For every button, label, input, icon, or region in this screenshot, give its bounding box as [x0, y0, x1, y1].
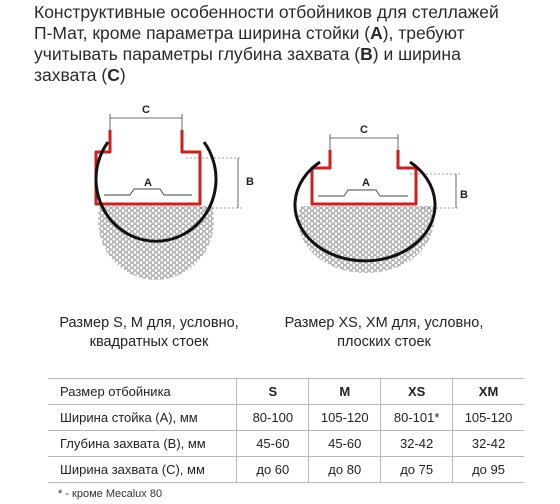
dim-b-label-right: B	[460, 189, 468, 201]
caption-left: Размер S, M для, условно, квадратных стоек	[59, 315, 239, 350]
table-cell: 105-120	[453, 405, 524, 431]
table-cell: 45-60	[237, 431, 309, 457]
table-cell: Ширина захвата (С), мм	[48, 457, 237, 483]
dim-c-label-left: C	[142, 104, 150, 116]
table-cell: до 80	[309, 457, 381, 483]
dim-b-label-left: B	[246, 176, 254, 188]
dim-a-line-right	[318, 190, 408, 196]
table-cell: 32-42	[381, 431, 453, 457]
dim-a-label-left: A	[144, 177, 152, 189]
table-header-cell: M	[309, 379, 381, 405]
diagram-square-posts	[80, 104, 254, 296]
dim-a-label-right: A	[362, 177, 370, 189]
table-header-cell: XM	[453, 379, 524, 405]
post-profile-left	[96, 130, 200, 204]
diagram-flat-posts	[290, 124, 468, 286]
hex-filling-right	[290, 206, 450, 286]
table-cell: Глубина захвата (В), мм	[48, 431, 237, 457]
table-cell: до 60	[237, 457, 309, 483]
dim-a-line-left	[104, 189, 192, 195]
table-cell: 80-101*	[381, 405, 453, 431]
table-cell: 105-120	[309, 405, 381, 431]
spec-table	[48, 378, 524, 483]
table-row	[48, 431, 524, 457]
header-line-4: захвата (C)	[34, 65, 126, 85]
table-cell: до 75	[381, 457, 453, 483]
table-header-row	[48, 379, 524, 405]
table-cell: 80-100	[237, 405, 309, 431]
table-header-cell: S	[237, 379, 309, 405]
header-line-3: учитывать параметры глубина захвата (B) и ширина	[34, 44, 461, 64]
table-row	[48, 457, 524, 483]
footnote: * - кроме Mecalux 80	[58, 488, 163, 500]
table-cell: 45-60	[309, 431, 381, 457]
header-line-1: Конструктивные особенности отбойников для стеллажей	[34, 2, 499, 22]
table-header-cell: XS	[381, 379, 453, 405]
table-header-cell: Размер отбойника	[48, 379, 237, 405]
table-cell: 32-42	[453, 431, 524, 457]
hex-filling-left	[80, 206, 240, 296]
table-cell: Ширина стойка (А), мм	[48, 405, 237, 431]
table-row	[48, 405, 524, 431]
table-cell: до 95	[453, 457, 524, 483]
dim-c-label-right: C	[360, 124, 368, 136]
caption-right: Размер XS, XM для, условно, плоских стоек	[284, 315, 484, 350]
header-line-2: П-Мат, кроме параметра ширина стойки (A), требуют	[34, 23, 465, 43]
